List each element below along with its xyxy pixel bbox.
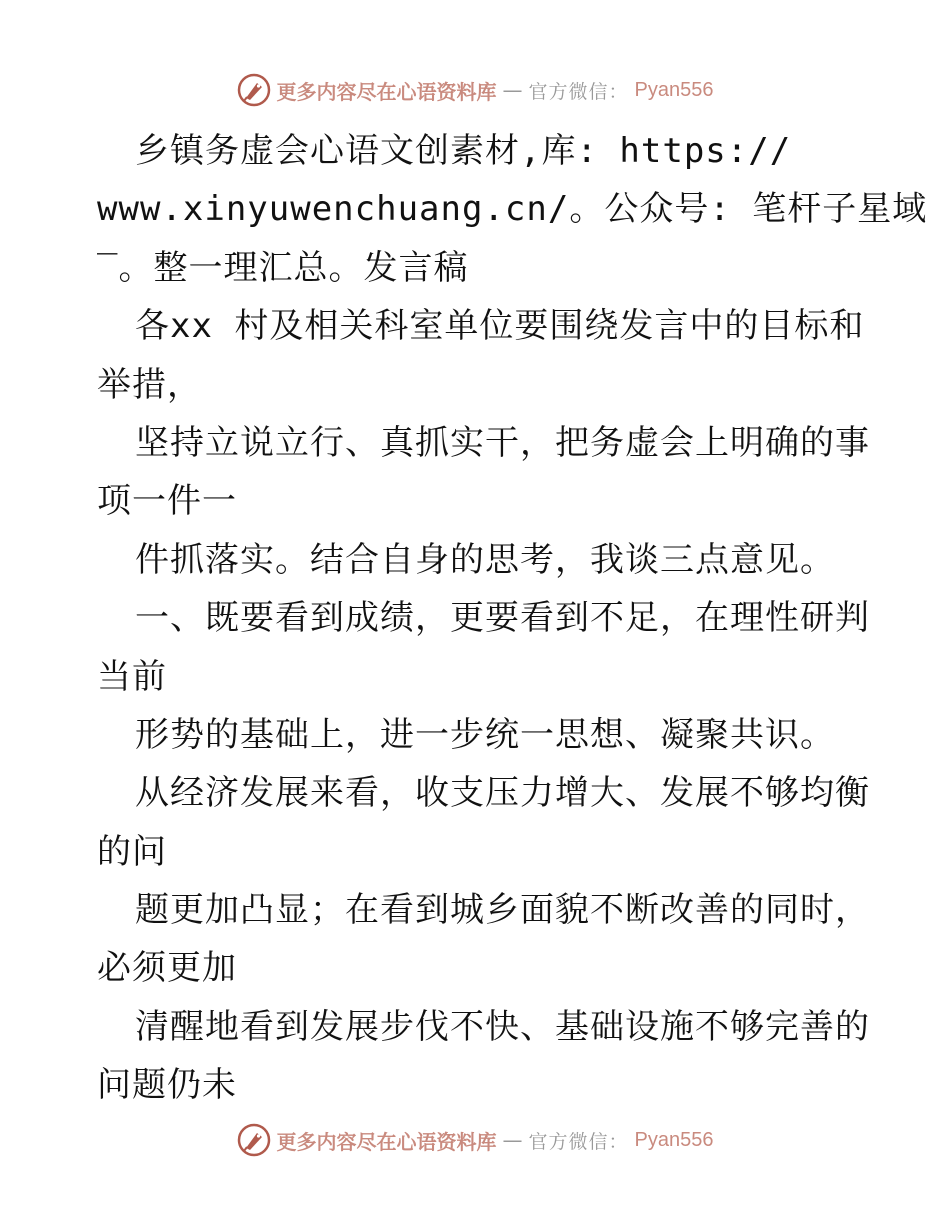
document-line: 坚持立说立行、真抓实干，把务虚会上明确的事 <box>135 422 870 463</box>
pen-nib-logo-icon <box>237 73 271 107</box>
document-line: 各xx 村及相关科室单位要围绕发言中的目标和 <box>135 306 865 347</box>
document-line: 从经济发展来看，收支压力增大、发展不够均衡 <box>135 773 870 814</box>
document-line: 清醒地看到发展步伐不快、基础设施不够完善的 <box>135 1006 870 1047</box>
document-line: 的问 <box>97 831 167 872</box>
document-line: 举措， <box>97 364 202 405</box>
watermark-separator: — <box>502 78 523 102</box>
pen-nib-logo-icon <box>237 1123 271 1157</box>
document-line: www.xinyuwenchuang.cn/。公众号: 笔杆子星域 <box>97 189 928 230</box>
document-body <box>97 122 928 1115</box>
document-line: 形势的基础上，进一步统一思想、凝聚共识。 <box>135 714 835 755</box>
document-line: 题更加凸显；在看到城乡面貌不断改善的同时， <box>135 890 870 931</box>
document-line: 问题仍未 <box>97 1065 237 1106</box>
document-line: 一、既要看到成绩，更要看到不足，在理性研判 <box>135 598 870 639</box>
document-line: 件抓落实。结合自身的思考，我谈三点意见。 <box>135 539 835 580</box>
document-line: 项一件一 <box>97 481 237 522</box>
watermark-wechat-label: 官方微信： <box>528 1130 629 1153</box>
document-line: 当前 <box>97 656 167 697</box>
watermark-banner-bottom <box>0 1120 950 1160</box>
watermark-main-text: 更多内容尽在心语资料库 <box>276 79 497 104</box>
watermark-main-text: 更多内容尽在心语资料库 <box>276 1129 497 1154</box>
watermark-banner-top <box>0 70 950 110</box>
document-line: 乡镇务虚会心语文创素材,库: https:// <box>135 131 792 171</box>
watermark-handle: Pyan556 <box>634 1128 714 1151</box>
watermark-separator: — <box>502 1128 523 1152</box>
watermark-wechat-label: 官方微信： <box>528 80 629 103</box>
document-line: ‾。整一理汇总。发言稿 <box>97 247 469 288</box>
document-line: 必须更加 <box>97 948 237 989</box>
watermark-handle: Pyan556 <box>634 78 714 101</box>
